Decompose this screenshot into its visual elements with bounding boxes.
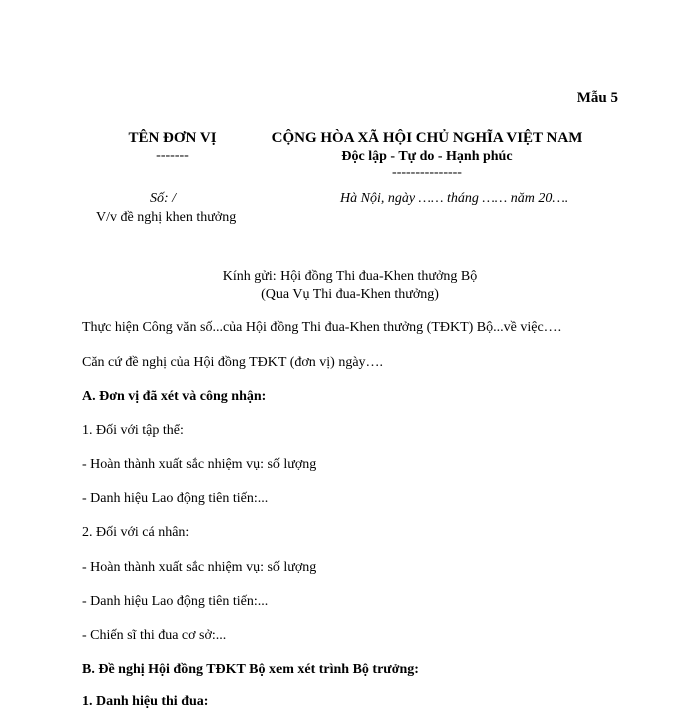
- list-item: - Hoàn thành xuất sắc nhiệm vụ: số lượng: [82, 560, 317, 575]
- section-b-item: 1. Danh hiệu thi đua:: [82, 694, 209, 709]
- list-item: - Hoàn thành xuất sắc nhiệm vụ: số lượng: [82, 457, 317, 472]
- section-a-heading: A. Đơn vị đã xét và công nhận:: [82, 389, 267, 404]
- addressee-line: Kính gửi: Hội đồng Thi đua-Khen thưởng Bộ: [222, 269, 478, 284]
- unit-rule: -------: [156, 148, 189, 163]
- national-motto: Độc lập - Tự do - Hạnh phúc: [341, 149, 513, 164]
- addressee-subline: (Qua Vụ Thi đua-Khen thưởng): [261, 287, 439, 302]
- paragraph-reference: Thực hiện Công văn số...của Hội đồng Thi đua-Khen thưởng (TĐKT) Bộ...về việc….: [82, 320, 562, 335]
- document-subject: V/v đề nghị khen thưởng: [96, 210, 237, 225]
- list-item: - Chiến sĩ thi đua cơ sở:...: [82, 628, 227, 643]
- document-number: Số: /: [150, 191, 177, 206]
- place-date: Hà Nội, ngày …… tháng …… năm 20….: [340, 191, 569, 206]
- paragraph-basis: Căn cứ đề nghị của Hội đồng TĐKT (đơn vị) ngày….: [82, 355, 384, 370]
- unit-name: TÊN ĐƠN VỊ: [128, 130, 217, 146]
- list-item: - Danh hiệu Lao động tiên tiến:...: [82, 491, 269, 506]
- form-label: Mẫu 5: [576, 90, 618, 106]
- country-name: CỘNG HÒA XÃ HỘI CHỦ NGHĨA VIỆT NAM: [271, 130, 583, 146]
- section-b-heading: B. Đề nghị Hội đồng TĐKT Bộ xem xét trình Bộ trưởng:: [82, 662, 419, 677]
- section-a-collective: 1. Đối với tập thể:: [82, 423, 184, 438]
- motto-rule: ---------------: [392, 165, 462, 180]
- section-a-individual: 2. Đối với cá nhân:: [82, 525, 190, 540]
- list-item: - Danh hiệu Lao động tiên tiến:...: [82, 594, 269, 609]
